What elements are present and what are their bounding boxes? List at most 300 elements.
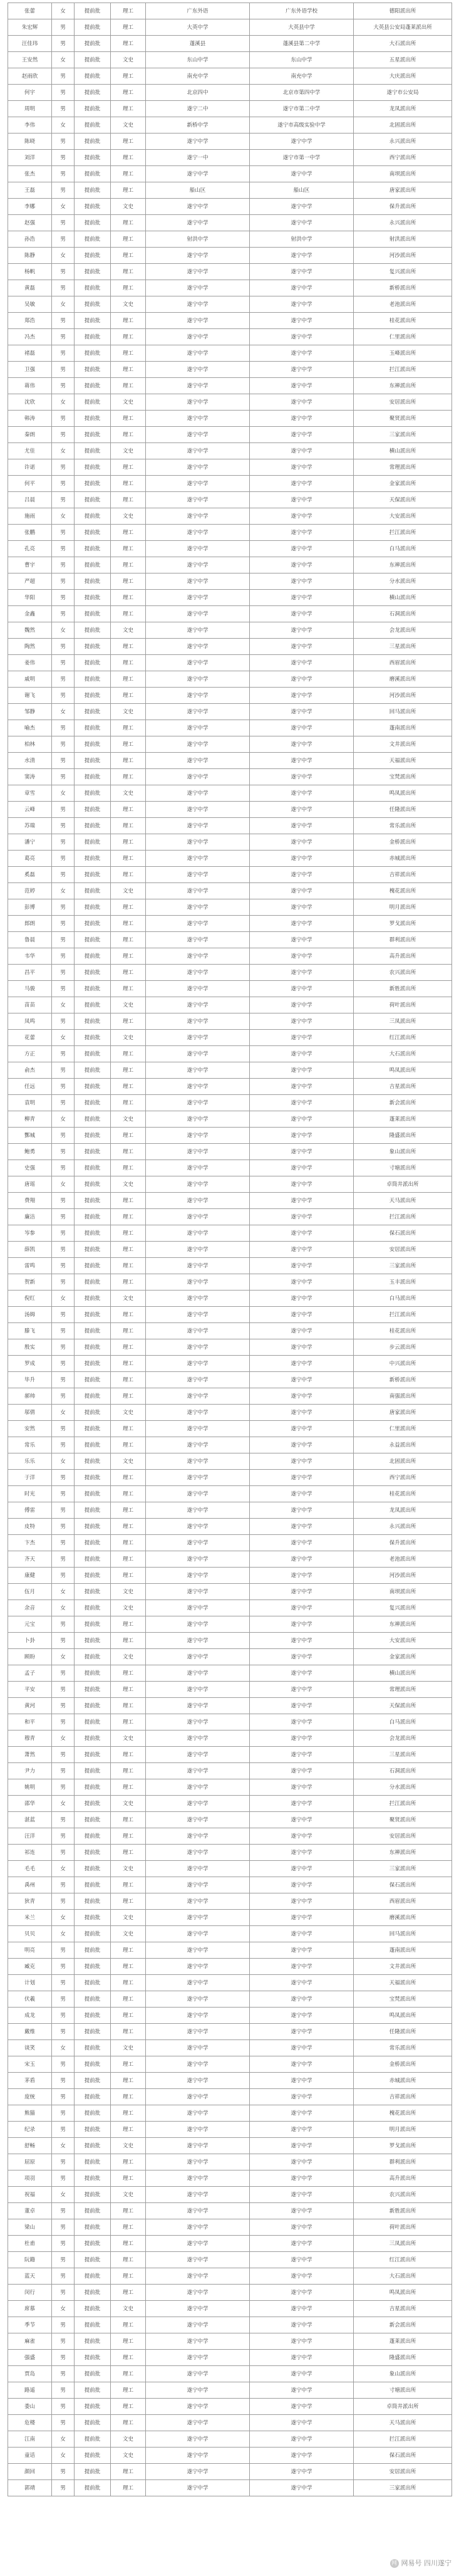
track-cell: 理工 [111,1013,146,1030]
track-cell: 理工 [111,1616,146,1633]
high-school-cell: 遂宁中学 [146,2056,250,2073]
table-row [8,704,452,720]
exam-school-cell: 遂宁中学 [250,1584,354,1600]
batch-cell: 提前批 [75,36,111,52]
exam-school-cell: 遂宁中学 [250,1665,354,1682]
exam-school-cell: 遂宁中学 [250,785,354,802]
exam-school-cell: 遂宁中学 [250,2252,354,2268]
table-row [8,2154,452,2170]
high-school-cell: 遂宁中学 [146,476,250,492]
high-school-cell: 遂宁中学 [146,1763,250,1779]
sex-cell: 男 [52,1160,75,1176]
exam-school-cell: 遂宁中学 [250,1959,354,1975]
exam-school-cell: 遂宁中学 [250,1975,354,1991]
name-cell: 黄河 [8,1698,52,1714]
table-row [8,1649,452,1665]
batch-cell: 提前批 [75,525,111,541]
table-row [8,1030,452,1046]
high-school-cell: 遂宁中学 [146,2236,250,2252]
track-cell: 理工 [111,639,146,655]
unit-cell: 大庆派出所 [354,68,452,85]
sex-cell: 女 [52,1910,75,1926]
high-school-cell: 遂宁中学 [146,1747,250,1763]
table-row [8,2285,452,2301]
high-school-cell: 遂宁中学 [146,362,250,378]
exam-school-cell: 遂宁中学 [250,1568,354,1584]
exam-school-cell: 遂宁中学 [250,1730,354,1747]
unit-cell: 玉丰派出所 [354,1274,452,1291]
table-row [8,1339,452,1356]
high-school-cell: 遂宁中学 [146,1291,250,1307]
batch-cell: 提前批 [75,2350,111,2366]
batch-cell: 提前批 [75,606,111,622]
exam-school-cell: 遂宁中学 [250,2382,354,2399]
exam-school-cell: 遂宁中学 [250,1616,354,1633]
high-school-cell: 遂宁中学 [146,2154,250,2170]
track-cell: 文史 [111,1584,146,1600]
high-school-cell: 东山中学 [146,52,250,68]
high-school-cell: 遂宁中学 [146,720,250,736]
track-cell: 理工 [111,2056,146,2073]
sex-cell: 男 [52,492,75,508]
batch-cell: 提前批 [75,1910,111,1926]
sex-cell: 男 [52,851,75,867]
name-cell: 阮籍 [8,2252,52,2268]
unit-cell: 老池派出所 [354,296,452,313]
high-school-cell: 遂宁中学 [146,1910,250,1926]
high-school-cell: 遂宁中学 [146,459,250,476]
track-cell: 理工 [111,1046,146,1062]
unit-cell: 白马派出所 [354,1291,452,1307]
track-cell: 理工 [111,411,146,427]
high-school-cell: 遂宁中学 [146,1274,250,1291]
sex-cell: 男 [52,818,75,834]
table-row [8,1421,452,1437]
sex-cell: 女 [52,199,75,215]
unit-cell: 拦江派出所 [354,1209,452,1225]
table-row [8,1877,452,1893]
name-cell: 何平 [8,476,52,492]
batch-cell: 提前批 [75,639,111,655]
table-row [8,2301,452,2317]
unit-cell: 新会派出所 [354,2317,452,2333]
sex-cell: 男 [52,1128,75,1144]
unit-cell: 聚贤派出所 [354,1812,452,1828]
batch-cell: 提前批 [75,671,111,688]
batch-cell: 提前批 [75,492,111,508]
track-cell: 理工 [111,1779,146,1796]
track-cell: 文史 [111,1030,146,1046]
name-cell: 路遥 [8,2382,52,2399]
table-row [8,1698,452,1714]
name-cell: 尹力 [8,1763,52,1779]
table-row [8,2268,452,2285]
table-row [8,1046,452,1062]
name-cell: 姜伟 [8,655,52,671]
exam-school-cell: 遂宁中学 [250,1453,354,1470]
batch-cell: 提前批 [75,2399,111,2415]
sex-cell: 男 [52,329,75,345]
sex-cell: 女 [52,883,75,899]
unit-cell: 三家派出所 [354,1861,452,1877]
high-school-cell: 遂宁中学 [146,1372,250,1388]
track-cell: 文史 [111,296,146,313]
sex-cell: 男 [52,736,75,753]
exam-school-cell: 遂宁中学 [250,916,354,932]
exam-school-cell: 遂宁中学 [250,459,354,476]
high-school-cell: 广东外语 [146,3,250,19]
table-row [8,2382,452,2399]
sex-cell: 男 [52,590,75,606]
table-row [8,932,452,948]
high-school-cell: 遂宁中学 [146,1356,250,1372]
batch-cell: 提前批 [75,573,111,590]
sex-cell: 女 [52,394,75,411]
unit-cell: 三凤派出所 [354,1013,452,1030]
name-cell: 宋玉 [8,2056,52,2073]
exam-school-cell: 遂宁中学 [250,834,354,851]
track-cell: 理工 [111,134,146,150]
exam-school-cell: 遂宁中学 [250,427,354,443]
name-cell: 俞杰 [8,1062,52,1079]
batch-cell: 提前批 [75,1698,111,1714]
high-school-cell: 遂宁中学 [146,541,250,557]
sex-cell: 女 [52,1600,75,1616]
unit-cell: 赤城派出所 [354,2073,452,2089]
high-school-cell: 遂宁中学 [146,248,250,264]
table-row [8,1910,452,1926]
exam-school-cell: 遂宁中学 [250,166,354,182]
track-cell: 理工 [111,459,146,476]
name-cell: 刘洋 [8,150,52,166]
track-cell: 文史 [111,2187,146,2203]
name-cell: 郭靖 [8,2480,52,2496]
unit-cell: 仁里派出所 [354,1421,452,1437]
sex-cell: 男 [52,1665,75,1682]
track-cell: 理工 [111,1128,146,1144]
sex-cell: 男 [52,2024,75,2040]
batch-cell: 提前批 [75,785,111,802]
sex-cell: 女 [52,52,75,68]
batch-cell: 提前批 [75,2138,111,2154]
exam-school-cell: 遂宁中学 [250,2399,354,2415]
sex-cell: 男 [52,720,75,736]
table-row [8,622,452,639]
track-cell: 理工 [111,2203,146,2219]
name-cell: 凤鸣 [8,1013,52,1030]
name-cell: 邹静 [8,704,52,720]
batch-cell: 提前批 [75,1893,111,1910]
sex-cell: 男 [52,1616,75,1633]
unit-cell: 常乐派出所 [354,818,452,834]
name-cell: 项羽 [8,2170,52,2187]
unit-cell: 遂宁市公安局 [354,85,452,101]
table-row [8,3,452,19]
exam-school-cell: 遂宁中学 [250,1812,354,1828]
name-cell: 季节 [8,2317,52,2333]
unit-cell: 三星派出所 [354,1747,452,1763]
table-row [8,85,452,101]
batch-cell: 提前批 [75,378,111,394]
high-school-cell: 遂宁中学 [146,2399,250,2415]
unit-cell: 明月派出所 [354,899,452,916]
name-cell: 安然 [8,1421,52,1437]
high-school-cell: 遂宁中学 [146,1030,250,1046]
table-row [8,573,452,590]
unit-cell: 群利派出所 [354,932,452,948]
high-school-cell: 遂宁中学 [146,2122,250,2138]
name-cell: 狄青 [8,1893,52,1910]
unit-cell: 隆盛派出所 [354,2350,452,2366]
table-row [8,1535,452,1551]
high-school-cell: 遂宁中学 [146,1959,250,1975]
exam-school-cell: 遂宁中学 [250,1307,354,1323]
sex-cell: 男 [52,1307,75,1323]
track-cell: 理工 [111,1193,146,1209]
table-row [8,1405,452,1421]
exam-school-cell: 遂宁中学 [250,443,354,459]
high-school-cell: 南充中学 [146,68,250,85]
exam-school-cell: 遂宁中学 [250,1193,354,1209]
unit-cell: 分水派出所 [354,1779,452,1796]
high-school-cell: 遂宁中学 [146,2317,250,2333]
exam-school-cell: 遂宁中学 [250,1470,354,1486]
sex-cell: 男 [52,182,75,199]
name-cell: 吴敏 [8,296,52,313]
batch-cell: 提前批 [75,1714,111,1730]
unit-cell: 永兴派出所 [354,134,452,150]
unit-cell: 天马派出所 [354,1193,452,1209]
roster-body [8,3,452,2496]
batch-cell: 提前批 [75,1633,111,1649]
exam-school-cell: 遂宁中学 [250,329,354,345]
high-school-cell: 遂宁中学 [146,2138,250,2154]
high-school-cell: 大英中学 [146,19,250,36]
track-cell: 理工 [111,557,146,573]
name-cell: 朱宏辉 [8,19,52,36]
unit-cell: 龙凤派出所 [354,101,452,117]
track-cell: 文史 [111,52,146,68]
table-row [8,378,452,394]
exam-school-cell: 遂宁中学 [250,476,354,492]
exam-school-cell: 遂宁中学 [250,981,354,997]
table-row [8,166,452,182]
exam-school-cell: 遂宁中学 [250,2236,354,2252]
exam-school-cell: 遂宁中学 [250,2138,354,2154]
high-school-cell: 遂宁中学 [146,1193,250,1209]
table-row [8,280,452,296]
batch-cell: 提前批 [75,296,111,313]
track-cell: 理工 [111,2333,146,2350]
batch-cell: 提前批 [75,1616,111,1633]
batch-cell: 提前批 [75,1796,111,1812]
track-cell: 理工 [111,215,146,231]
exam-school-cell: 遂宁中学 [250,2301,354,2317]
track-cell: 理工 [111,1828,146,1845]
track-cell: 理工 [111,313,146,329]
exam-school-cell: 遂宁中学 [250,1242,354,1258]
table-row [8,883,452,899]
unit-cell: 复兴派出所 [354,1600,452,1616]
unit-cell: 新会派出所 [354,1095,452,1111]
unit-cell: 白马派出所 [354,1714,452,1730]
high-school-cell: 遂宁中学 [146,378,250,394]
unit-cell: 新桥派出所 [354,280,452,296]
table-row [8,2008,452,2024]
exam-school-cell: 遂宁中学 [250,313,354,329]
batch-cell: 提前批 [75,867,111,883]
exam-school-cell: 遂宁中学 [250,736,354,753]
name-cell: 曹宇 [8,557,52,573]
exam-school-cell: 遂宁中学 [250,997,354,1013]
table-row [8,1828,452,1845]
high-school-cell: 遂宁中学 [146,981,250,997]
unit-cell: 永益派出所 [354,1437,452,1453]
high-school-cell: 遂宁中学 [146,1144,250,1160]
track-cell: 理工 [111,345,146,362]
track-cell: 理工 [111,2024,146,2040]
batch-cell: 提前批 [75,1405,111,1421]
table-row [8,965,452,981]
name-cell: 穆青 [8,1730,52,1747]
table-row [8,2350,452,2366]
batch-cell: 提前批 [75,68,111,85]
sex-cell: 男 [52,688,75,704]
name-cell: 伏羲 [8,1991,52,2008]
sex-cell: 女 [52,1649,75,1665]
table-row [8,736,452,753]
unit-cell: 天保派出所 [354,1698,452,1714]
high-school-cell: 遂宁中学 [146,1160,250,1176]
exam-school-cell: 遂宁中学 [250,557,354,573]
sex-cell: 男 [52,1242,75,1258]
exam-school-cell: 遂宁中学 [250,134,354,150]
batch-cell: 提前批 [75,3,111,19]
table-row [8,2399,452,2415]
high-school-cell: 遂宁中学 [146,1861,250,1877]
name-cell: 纪录 [8,2122,52,2138]
exam-school-cell: 遂宁中学 [250,2480,354,2496]
exam-school-cell: 遂宁中学 [250,199,354,215]
batch-cell: 提前批 [75,362,111,378]
batch-cell: 提前批 [75,1600,111,1616]
table-row [8,867,452,883]
unit-cell: 复兴派出所 [354,264,452,280]
exam-school-cell: 遂宁中学 [250,1861,354,1877]
table-row [8,997,452,1013]
sex-cell: 男 [52,1763,75,1779]
table-row [8,1730,452,1747]
unit-cell: 安居派出所 [354,394,452,411]
track-cell: 理工 [111,899,146,916]
unit-cell: 河沙派出所 [354,1568,452,1584]
table-row [8,182,452,199]
sex-cell: 女 [52,296,75,313]
high-school-cell: 遂宁中学 [146,2170,250,2187]
table-row [8,1796,452,1812]
exam-school-cell: 遂宁中学 [250,1372,354,1388]
exam-school-cell: 遂宁中学 [250,378,354,394]
unit-cell: 蓬南派出所 [354,720,452,736]
sex-cell: 女 [52,1730,75,1747]
batch-cell: 提前批 [75,215,111,231]
high-school-cell: 遂宁中学 [146,997,250,1013]
batch-cell: 提前批 [75,329,111,345]
unit-cell: 桂花派出所 [354,313,452,329]
unit-cell: 大石派出所 [354,2268,452,2285]
batch-cell: 提前批 [75,1323,111,1339]
name-cell: 马骏 [8,981,52,997]
exam-school-cell: 遂宁中学 [250,215,354,231]
unit-cell: 拦江派出所 [354,2431,452,2448]
track-cell: 理工 [111,1225,146,1242]
track-cell: 文史 [111,2431,146,2448]
high-school-cell: 遂宁中学 [146,443,250,459]
sex-cell: 男 [52,1258,75,1274]
name-cell: 殷实 [8,1339,52,1356]
sex-cell: 女 [52,1176,75,1193]
exam-school-cell: 遂宁中学 [250,883,354,899]
table-row [8,1975,452,1991]
table-row [8,1633,452,1649]
table-row [8,1437,452,1453]
track-cell: 理工 [111,1812,146,1828]
high-school-cell: 船山区 [146,182,250,199]
name-cell: 李伟 [8,117,52,134]
name-cell: 祁连 [8,1845,52,1861]
track-cell: 理工 [111,36,146,52]
sex-cell: 男 [52,1323,75,1339]
unit-cell: 寸塘派出所 [354,2382,452,2399]
table-row [8,1486,452,1502]
unit-cell: 群利派出所 [354,2154,452,2170]
name-cell: 秦朗 [8,427,52,443]
unit-cell: 宝梵派出所 [354,769,452,785]
exam-school-cell: 遂宁中学 [250,899,354,916]
exam-school-cell: 广东外语学校 [250,3,354,19]
unit-cell: 玉峰派出所 [354,345,452,362]
track-cell: 理工 [111,1274,146,1291]
batch-cell: 提前批 [75,1877,111,1893]
high-school-cell: 遂宁中学 [146,1307,250,1323]
sex-cell: 男 [52,2268,75,2285]
high-school-cell: 遂宁中学 [146,2203,250,2219]
track-cell: 理工 [111,2366,146,2382]
name-cell: 方正 [8,1046,52,1062]
sex-cell: 男 [52,557,75,573]
name-cell: 薛凯 [8,1242,52,1258]
name-cell: 葛亮 [8,851,52,867]
batch-cell: 提前批 [75,1111,111,1128]
track-cell: 理工 [111,492,146,508]
unit-cell: 仁里派出所 [354,329,452,345]
batch-cell: 提前批 [75,769,111,785]
unit-cell: 五星派出所 [354,52,452,68]
track-cell: 文史 [111,2301,146,2317]
high-school-cell: 遂宁中学 [146,1225,250,1242]
batch-cell: 提前批 [75,2073,111,2089]
name-cell: 颜回 [8,2464,52,2480]
exam-school-cell: 遂宁中学 [250,802,354,818]
exam-school-cell: 遂宁中学 [250,1893,354,1910]
unit-cell: 蓬莱派出所 [354,2333,452,2350]
exam-school-cell: 遂宁中学 [250,818,354,834]
exam-school-cell: 遂宁中学 [250,655,354,671]
batch-cell: 提前批 [75,899,111,916]
batch-cell: 提前批 [75,981,111,997]
name-cell: 陈静 [8,248,52,264]
table-row [8,981,452,997]
